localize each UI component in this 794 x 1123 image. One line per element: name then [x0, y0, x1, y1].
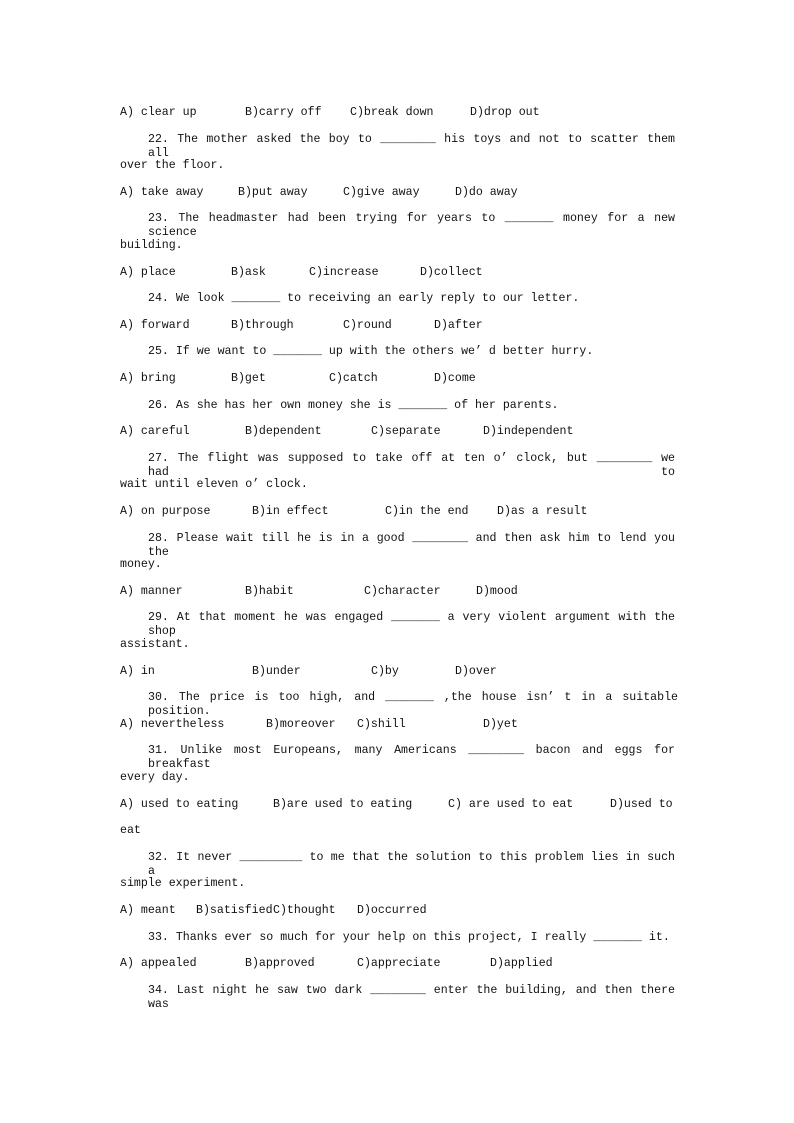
- answer-option: C)catch: [329, 372, 378, 385]
- answer-option: B)approved: [245, 957, 315, 971]
- answer-option: B)are used to eating: [273, 797, 413, 811]
- answer-option: D)independent: [483, 425, 574, 439]
- answer-option: D)do away: [455, 185, 518, 199]
- question-continuation: assistant.: [120, 638, 190, 651]
- answer-option: A) clear up: [120, 106, 197, 119]
- answer-option: B)through: [231, 318, 294, 332]
- answer-option: B)under: [252, 664, 301, 678]
- answer-option: C)character: [364, 584, 441, 598]
- answer-option: D)collect: [420, 265, 483, 279]
- answer-option: A) take away: [120, 185, 204, 199]
- answer-option: A) on purpose: [120, 505, 211, 518]
- question-continuation: building.: [120, 239, 183, 252]
- question-text: 30. The price is too high, and _______ ,the house isn’ t in a suitable position.: [148, 691, 678, 719]
- question-text: 33. Thanks ever so much for your help on this project, I really _______ it.: [148, 930, 670, 944]
- question-continuation: money.: [120, 558, 162, 572]
- question-text: 34. Last night he saw two dark ________ enter the building, and then there was: [148, 983, 675, 1011]
- question-text: 26. As she has her own money she is _______ of her parents.: [148, 398, 559, 412]
- answer-option: A) used to eating: [120, 797, 239, 811]
- question-continuation: over the floor.: [120, 159, 225, 173]
- answer-option: C)appreciate: [357, 957, 441, 971]
- question-text: 24. We look _______ to receiving an early reply to our letter.: [148, 292, 580, 306]
- answer-option: D)after: [434, 318, 483, 332]
- answer-option: C)thought: [273, 904, 336, 917]
- answer-option: C)give away: [343, 185, 420, 199]
- answer-option: C)by: [371, 664, 399, 678]
- answer-option: C)separate: [371, 425, 441, 439]
- answer-option: D)yet: [483, 717, 518, 731]
- answer-option: A) in: [120, 664, 155, 678]
- answer-option: C)round: [343, 318, 392, 332]
- answer-option: B)satisfied: [196, 904, 273, 917]
- answer-option: B)dependent: [245, 425, 322, 439]
- answer-option: A) appealed: [120, 957, 197, 971]
- question-text: 22. The mother asked the boy to ________ his toys and not to scatter them all: [148, 132, 675, 160]
- answer-option: C)break down: [350, 106, 434, 119]
- question-continuation: simple experiment.: [120, 877, 246, 891]
- question-text: 25. If we want to _______ up with the others we’ d better hurry.: [148, 345, 594, 359]
- answer-option: D)used to: [610, 797, 673, 811]
- answer-option: D)drop out: [470, 106, 540, 119]
- answer-option: D)come: [434, 372, 476, 385]
- answer-option: B)put away: [238, 185, 308, 199]
- answer-option: A) forward: [120, 318, 190, 332]
- question-text: 32. It never _________ to me that the solution to this problem lies in such a: [148, 850, 675, 878]
- answer-option: D)over: [455, 664, 497, 678]
- answer-option: D)applied: [490, 957, 553, 971]
- question-continuation: every day.: [120, 771, 190, 784]
- answer-option: B)carry off: [245, 106, 322, 119]
- question-text: 29. At that moment he was engaged _______ a very violent argument with the shop: [148, 611, 675, 639]
- question-continuation: eat: [120, 824, 141, 838]
- answer-option: B)habit: [245, 584, 294, 598]
- answer-option: B)ask: [231, 265, 266, 279]
- question-text: 23. The headmaster had been trying for years to _______ money for a new science: [148, 212, 675, 240]
- question-continuation: wait until eleven o’ clock.: [120, 478, 308, 492]
- answer-option: A) nevertheless: [120, 717, 225, 731]
- question-text: 27. The flight was supposed to take off at ten o’ clock, but ________ we had to: [148, 451, 675, 479]
- question-text: 28. Please wait till he is in a good ________ and then ask him to lend you the: [148, 531, 675, 559]
- answer-option: B)in effect: [252, 505, 329, 518]
- answer-option: C) are used to eat: [448, 797, 574, 811]
- answer-option: B)get: [231, 372, 266, 385]
- answer-option: D)as a result: [497, 505, 588, 518]
- answer-option: A) meant: [120, 904, 176, 917]
- answer-option: A) manner: [120, 584, 183, 598]
- answer-option: B)moreover: [266, 717, 336, 731]
- answer-option: C)in the end: [385, 505, 469, 518]
- answer-option: C)increase: [309, 265, 379, 279]
- answer-option: A) place: [120, 265, 176, 279]
- answer-option: D)occurred: [357, 904, 427, 917]
- answer-option: A) bring: [120, 372, 176, 385]
- answer-option: D)mood: [476, 584, 518, 598]
- answer-option: A) careful: [120, 425, 190, 439]
- question-text: 31. Unlike most Europeans, many Americans ________ bacon and eggs for breakfast: [148, 744, 675, 772]
- answer-option: C)shill: [357, 717, 406, 731]
